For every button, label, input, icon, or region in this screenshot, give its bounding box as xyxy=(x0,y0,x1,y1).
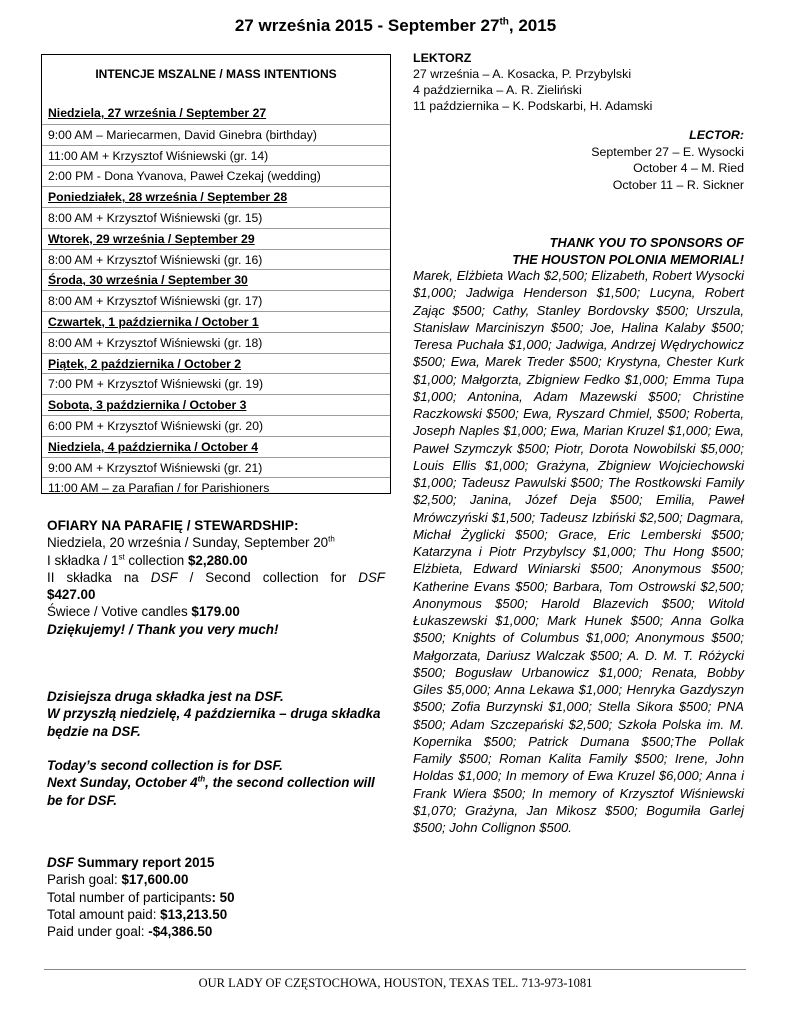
dsf-note-pl-1: Dzisiejsza druga składka jest na DSF. xyxy=(47,689,284,704)
lector-line: October 4 – M. Ried xyxy=(633,161,744,175)
stewardship-date: Niedziela, 20 września / Sunday, September 20th xyxy=(47,534,335,551)
stewardship-section xyxy=(47,517,385,638)
mass-intentions-box xyxy=(41,54,391,494)
mass-day-heading: Poniedziałek, 28 września / September 28 xyxy=(42,186,390,207)
mass-intention-item: 11:00 AM – za Parafian / for Parishioners xyxy=(42,477,390,498)
mass-intentions-heading: INTENCJE MSZALNE / MASS INTENTIONS xyxy=(95,67,337,81)
mass-intention-item: 8:00 AM + Krzysztof Wiśniewski (gr. 15) xyxy=(42,207,390,228)
lector-line: October 11 – R. Sickner xyxy=(612,177,744,192)
lektorz-line: 4 października – A. R. Zieliński xyxy=(413,83,582,97)
mass-intention-item: 6:00 PM + Krzysztof Wiśniewski (gr. 20) xyxy=(42,415,390,436)
summary-title: DSF Summary report 2015 xyxy=(47,855,215,870)
mass-intention-item: 8:00 AM + Krzysztof Wiśniewski (gr. 16) xyxy=(42,249,390,270)
mass-intentions-list xyxy=(42,103,390,498)
mass-intention-item: 7:00 PM + Krzysztof Wiśniewski (gr. 19) xyxy=(42,373,390,394)
mass-day-heading: Sobota, 3 października / October 3 xyxy=(42,394,390,415)
lector-section xyxy=(413,127,744,193)
parish-goal: Parish goal: $17,600.00 xyxy=(47,872,189,888)
votive-candles: Świece / Votive candles $179.00 xyxy=(47,604,240,620)
mass-intention-item: 11:00 AM + Krzysztof Wiśniewski (gr. 14) xyxy=(42,145,390,166)
dsf-summary xyxy=(47,854,385,940)
mass-day-heading: Piątek, 2 października / October 2 xyxy=(42,353,390,374)
participants: Total number of participants: 50 xyxy=(47,889,235,905)
lektorz-line: 27 września – A. Kosacka, P. Przybylski xyxy=(413,67,632,81)
lektorz-heading: LEKTORZ xyxy=(413,51,472,65)
dsf-note-pl-2: W przyszłą niedzielę, 4 października – druga składka będzie na DSF. xyxy=(47,706,381,739)
footer: OUR LADY OF CZĘSTOCHOWA, HOUSTON, TEXAS TEL. 713-973-1081 xyxy=(198,976,593,990)
mass-day-heading: Niedziela, 4 października / October 4 xyxy=(42,436,390,457)
mass-day-heading: Wtorek, 29 września / September 29 xyxy=(42,228,390,249)
lektorz-section xyxy=(413,50,753,114)
footer-divider xyxy=(44,969,746,970)
stewardship-thanks: Dziękujemy! / Thank you very much! xyxy=(47,621,279,637)
mass-intention-item: 8:00 AM + Krzysztof Wiśniewski (gr. 18) xyxy=(42,332,390,353)
dsf-note-en-1: Today’s second collection is for DSF. xyxy=(47,758,283,774)
amount-paid: Total amount paid: $13,213.50 xyxy=(47,906,228,922)
dsf-note-en-2: Next Sunday, October 4th, the second collection will be for DSF. xyxy=(47,775,375,808)
second-collection: II składka na DSF / Second collection for DSF xyxy=(47,569,385,585)
page-title: 27 września 2015 - September 27th, 2015 xyxy=(234,16,557,35)
sponsors-heading-line-1: THANK YOU TO SPONSORS OF xyxy=(549,235,744,250)
sponsors-heading xyxy=(413,234,744,268)
stewardship-heading: OFIARY NA PARAFIĘ / STEWARDSHIP: xyxy=(47,518,299,533)
mass-intention-item: 8:00 AM + Krzysztof Wiśniewski (gr. 17) xyxy=(42,290,390,311)
second-collection-amount: $427.00 xyxy=(47,587,96,603)
lector-line: September 27 – E. Wysocki xyxy=(591,144,744,159)
dsf-collection-note xyxy=(47,688,385,809)
mass-day-heading: Środa, 30 września / September 30 xyxy=(42,269,390,290)
first-collection: I składka / 1st collection $2,280.00 xyxy=(47,552,248,568)
lector-heading: LECTOR: xyxy=(689,128,744,142)
sponsors-heading-line-2: THE HOUSTON POLONIA MEMORIAL! xyxy=(512,252,744,267)
sponsors-list: Marek, Elżbieta Wach $2,500; Elizabeth, Robert Wysocki $1,000; Jadwiga Henderson $1,500; Lucyna, Robert Zając $500; Cathy, Stanley Bordovsky $500; Urszula, Stanisław Marciniszyn $500; Joe, Halina Kalaby $500; Teresa Puchała $1,000; Jadwiga, Andrzej Wędrychowicz $500; Ewa, Marek Treder $500; Krystyna, Chester Kurk $1,000; Małgorzta, Zbigniew Fedko $1,000; Emma Tupa $1,000; Antonina, Adam Mazewski $500; Christine Raczkowski $500; Ewa, Ryszard Chmiel, $500; Roberta, Joseph Naples $1,000; Ewa, Marian Kruzel $1,000; Ewa, Paweł Szymczyk $500; Piotr, Dorota Nowobilski $5,000; Louis Ellis $1,000; Grażyna, Zbigniew Wojciechowski $1,000; Tadeusz Pawulski $500; The Rostkowski Family $2,500; Janina, Józef Deja $500; Emilia, Paweł Mrówczyński $1,500; Tadeusz Izbiński $2,500; Dagmara, Michał Żyglicki $500; Grace, Eric Lemberski $500; Katarzyna i Piotr Przybylscy $1,000; Thu Hong $500; Elżbieta, Edward Winiarski $500; Anonymous $500; Katherine Evans $500; Barbara, Tom Ostrowski $2,500; Anonymous $500; Harold Blazevich $500; Witold Łukaszewski $1,000; Mark Hunek $500; Anna Golka $500; Knights of Columbus $1,000; Anonymous $500; Małgorzata, Dariusz Walczak $500; A. D. M. T. Różycki $500; Bogusław Urbanowicz $1,000; Renata, Bobby Giles $5,000; Anna Lekawa $1,000; Henryka Gazdyszyn $500; Zofia Burzynski $1,000; Stella Sikora $500; PNA $500; Adam Szczepański $2,500; Szkoła Polska im. M. Kopernika $500; Patrick Dumana $500;The Pollak Family $500; Roman Kalita Family $500; Irene, John Holdas $1,000; In memory of Ewa Kruzel $6,000; Anna i Frank Wiera $500; In memory of Krzysztof Wiśniewski $1,070; Grażyna, Jan Mikosz $500; Bogumiła Garlej $500; John Collignon $500. xyxy=(413,268,744,835)
paid-under-goal: Paid under goal: -$4,386.50 xyxy=(47,924,213,940)
lektorz-line: 11 października – K. Podskarbi, H. Adamski xyxy=(413,99,653,113)
mass-intention-item: 2:00 PM - Dona Yvanova, Paweł Czekaj (wedding) xyxy=(42,165,390,186)
mass-day-heading: Niedziela, 27 września / September 27 xyxy=(48,106,267,120)
mass-day-heading: Czwartek, 1 października / October 1 xyxy=(42,311,390,332)
mass-intention-item: 9:00 AM – Mariecarmen, David Ginebra (birthday) xyxy=(42,124,390,145)
mass-intention-item: 9:00 AM + Krzysztof Wiśniewski (gr. 21) xyxy=(42,457,390,478)
